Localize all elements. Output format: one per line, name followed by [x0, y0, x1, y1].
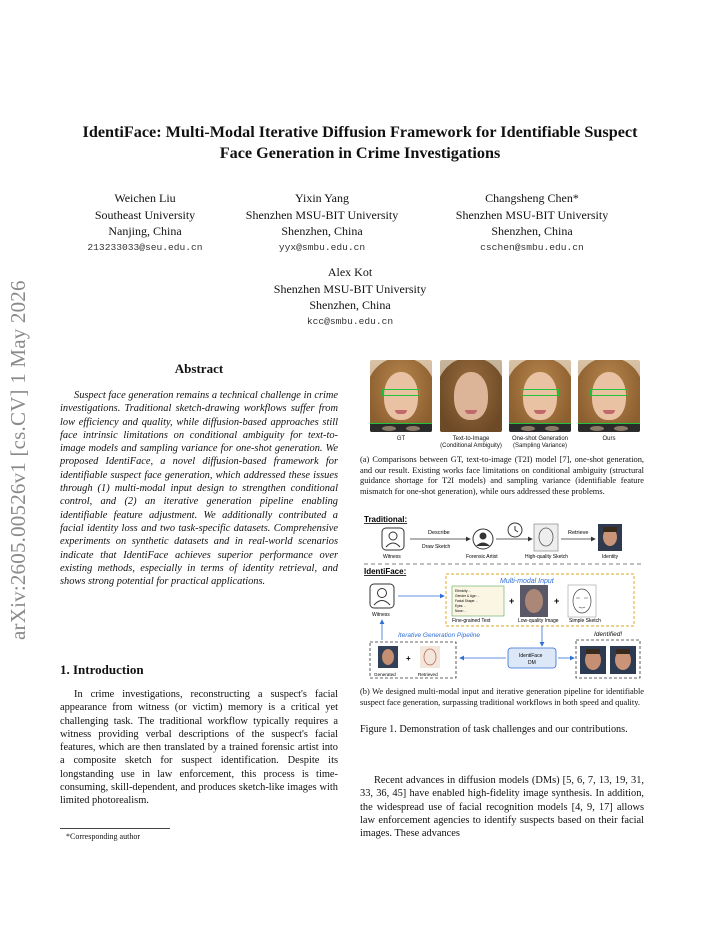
witness-icon-2: [370, 584, 394, 608]
face-image-gt: [370, 360, 432, 432]
text-line: Facial Shape: ..: [455, 599, 478, 603]
face-image-ours: [578, 360, 640, 432]
forensic-artist-icon: [473, 529, 493, 549]
author-email: cschen@smbu.edu.cn: [480, 241, 584, 253]
plus-sign: +: [406, 654, 411, 663]
low-quality-image-label: Low-quality Image: [518, 618, 559, 624]
generated-label: Generated: [374, 672, 396, 677]
identified-face-1: [580, 646, 606, 674]
arxiv-identifier: arXiv:2605.00526v1 [cs.CV] 1 May 2026: [6, 280, 30, 640]
title-line-1: IdentiFace: Multi-Modal Iterative Diffusion Framework for Identifiable Suspect: [82, 123, 638, 141]
face-image-one-shot: [509, 360, 571, 432]
title-line-2: Face Generation in Crime Investigations: [219, 144, 501, 162]
generated-face: [378, 646, 398, 668]
author-1: [75, 190, 215, 256]
author-email: 213233033@seu.edu.cn: [87, 241, 203, 253]
plus-sign: +: [554, 596, 560, 606]
figure-caption: Figure 1. Demonstration of task challenges and our contributions.: [360, 724, 628, 735]
text-line: Gender & Age: ..: [455, 594, 480, 598]
face-image-text-to-image: [440, 360, 502, 432]
body-text-right: Recent advances in diffusion models (DMs) [5, 6, 7, 13, 19, 31, 33, 36, 45] have enabled high-fidelity image synthesis. In addition, the widespread use of facial recognition models [4, 9, 17] allows law enforcement agencies to identify suspects based on their facial images. These advances: [360, 775, 644, 840]
high-quality-sketch-image: [534, 524, 558, 551]
author-name: Yixin Yang: [294, 191, 350, 205]
witness-label-2: Witness: [372, 612, 390, 618]
author-email: kcc@smbu.edu.cn: [306, 315, 394, 327]
author-location: Shenzhen, China: [281, 224, 363, 239]
witness-icon: [382, 528, 404, 550]
clock-icon: [508, 523, 522, 537]
face-label-ours: Ours: [602, 436, 616, 442]
identiface-label: IdentiFace:: [364, 567, 407, 576]
abstract-heading: Abstract: [174, 361, 224, 376]
identity-label: Identity: [602, 554, 619, 560]
author-3: [436, 190, 628, 256]
high-quality-sketch-label: High-quality Sketch: [525, 554, 569, 560]
author-name: Weichen Liu: [114, 191, 176, 205]
author-location: Nanjing, China: [108, 224, 182, 239]
dm-line-1: IdentiFace: [519, 653, 543, 659]
simple-sketch-image: [568, 585, 596, 617]
figure-caption-a: (a) Comparisons between GT, text-to-image (T2I) model [7], one-shot generation, and our result. Existing works face limitations on conditional ambiguity (structural guidance shortage for T2I models) and sampling variance (identifiable feature mismatch for one-shot generation), while ours addressed these problems.: [360, 455, 644, 496]
author-affiliation: Shenzhen MSU-BIT University: [245, 207, 399, 222]
author-2: [226, 190, 418, 256]
workflow-diagram: [362, 512, 644, 684]
paper-title: [70, 122, 650, 164]
dm-line-2: DM: [528, 660, 536, 666]
author-email: yyx@smbu.edu.cn: [278, 241, 366, 253]
plus-sign: +: [509, 596, 515, 606]
author-affiliation: Southeast University: [94, 207, 196, 222]
intro-text: In crime investigations, reconstructing a suspect's facial appearance from witness (or victim) memory is a critical yet challenging task. The traditional workflow typically requires a witness providing verbal descriptions of the suspect's facial features, which are then translated by a trained forensic artist into a composite sketch for suspect identification. Despite its longstanding use in law enforcement, this process is time-consuming, skill-dependent, and produces sketch-like images with limited photorealism.: [60, 689, 338, 807]
author-affiliation: Shenzhen MSU-BIT University: [455, 207, 609, 222]
text-line: Ethnicity: ..: [455, 589, 472, 593]
face-comparison-row: [364, 360, 642, 458]
traditional-label: Traditional:: [364, 515, 408, 524]
footnote-divider: [60, 828, 170, 829]
identified-face-2: [610, 646, 636, 674]
face-label-one-shot: One-shot Generation (Sampling Variance): [511, 436, 569, 449]
abstract-text: Suspect face generation remains a technical challenge in crime investigations. Traditional sketch-drawing workflows suffer from low efficiency and quality, while diffusion-based approaches still face intrinsic limitations on conditional ambiguity for text-to-image models and sampling variance for one-shot generation. We proposed IdentiFace, a novel diffusion-based framework for identifiable suspect face generation, which addressed these issues through (1) multi-modal input design to strengthen conditional control, and (2) an iterative generation pipeline enabling identifiable feature adjustment. We additionally contributed a facial identity loss and two task-specific datasets. Comprehensive experiments on synthetic datasets and in real-world scenarios indicate that IdentiFace achieves superior performance over existing methods, especially in terms of identity retrieval, and shows strong potential for practical applications.: [60, 390, 338, 588]
simple-sketch-label: Simple Sketch: [569, 618, 601, 624]
text-line: Eyes: ..: [455, 604, 466, 608]
author-name: Changsheng Chen*: [485, 191, 579, 205]
author-affiliation: Shenzhen MSU-BIT University: [273, 281, 427, 296]
author-location: Shenzhen, China: [309, 298, 391, 313]
face-label-gt: GT: [396, 436, 406, 442]
identified-label: Identified!: [594, 631, 623, 638]
text-line: Nose: ..: [455, 609, 467, 613]
low-quality-image: [520, 585, 548, 617]
witness-label: Witness: [383, 554, 401, 560]
retrieve-label: Retrieve: [568, 530, 589, 536]
identity-photo: [598, 524, 622, 551]
retrieved-face: [420, 646, 440, 668]
multimodal-input-label: Multi-modal Input: [500, 578, 554, 585]
forensic-artist-label: Forensic Artist: [466, 554, 498, 560]
fine-grained-text-label: Fine-grained Text: [452, 618, 491, 624]
describe-label: Describe: [428, 530, 450, 536]
figure-caption-b: (b) We designed multi-modal input and iterative generation pipeline for identifiable suspect face generation, surpassing traditional workflows in both speed and quality.: [360, 687, 644, 707]
author-4: [254, 264, 446, 330]
footnote: *Corresponding author: [66, 832, 140, 841]
author-location: Shenzhen, China: [491, 224, 573, 239]
intro-heading: 1. Introduction: [60, 662, 144, 677]
author-name: Alex Kot: [327, 265, 373, 279]
retrieved-label: Retrieved: [418, 672, 438, 677]
face-label-t2i: Text-to-Image (Conditional Ambiguity): [440, 436, 502, 449]
iterative-pipeline-label: Iterative Generation Pipeline: [398, 632, 481, 639]
draw-sketch-label: Draw Sketch: [422, 544, 451, 550]
